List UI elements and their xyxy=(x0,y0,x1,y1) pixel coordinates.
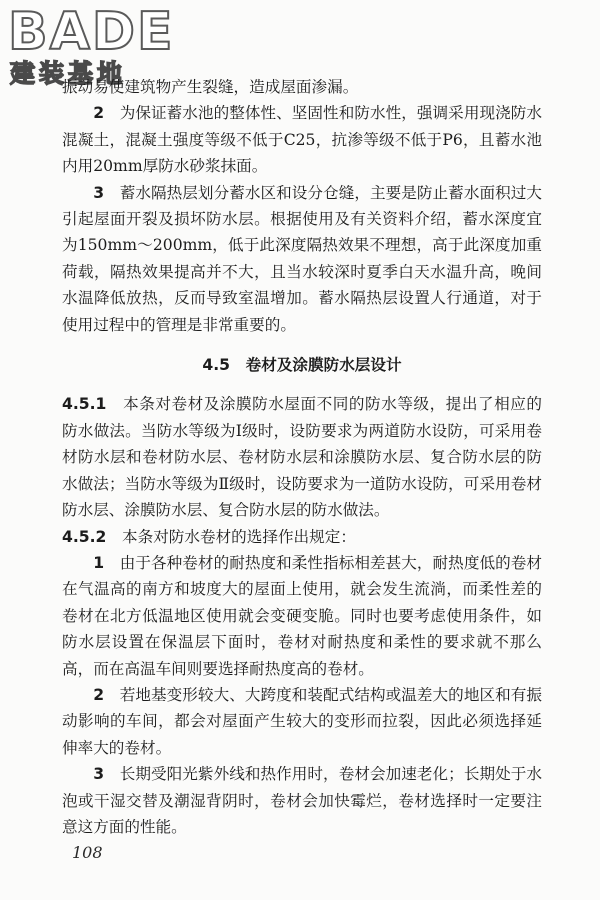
item-text: 长期受阳光紫外线和热作用时，卷材会加速老化；长期处于水泡或干湿交替及潮湿背阴时，卷材会加快霉烂，卷材选择时一定要注意这方面的性能。 xyxy=(62,765,542,836)
clause-number: 4.5.1 xyxy=(62,395,107,414)
section-number: 4.5 xyxy=(202,356,231,375)
paragraph-item-3 xyxy=(62,180,542,338)
page-body xyxy=(62,74,542,840)
paragraph-continued: 振动易使建筑物产生裂缝，造成屋面渗漏。 xyxy=(62,78,359,96)
item-text: 若地基变形较大、大跨度和装配式结构或温差大的地区和有振动影响的车间，都会对屋面产生较大的变形而拉裂，因此必须选择延伸率大的卷材。 xyxy=(62,685,542,757)
item-number: 2 xyxy=(93,685,105,704)
item-number: 1 xyxy=(93,553,105,572)
clause-item-3 xyxy=(62,761,542,840)
clause-text: 本条对卷材及涂膜防水屋面不同的防水等级，提出了相应的防水做法。当防水等级为Ⅰ级时，设防要求为两道防水设防，可采用卷材防水层和卷材防水层、卷材防水层和涂膜防水层、复合防水层的防水做法；当防水等级为Ⅱ级时，设防要求为一道防水设防，可采用卷材防水层、涂膜防水层、复合防水层的防水做法。 xyxy=(62,395,542,520)
logo-text: BADE xyxy=(8,2,175,62)
paragraph-item-2 xyxy=(62,100,542,179)
clause-item-2 xyxy=(62,682,542,761)
logo-subtitle: 建装基地 xyxy=(10,59,127,88)
item-text: 蓄水隔热层划分蓄水区和设分仓缝，主要是防止蓄水面积过大引起屋面开裂及损坏防水层。根据使用及有关资料介绍，蓄水深度宜为150mm～200mm，低于此深度隔热效果不理想，高于此深度加重荷载，隔热效果提高并不大，且当水较深时夏季白天水温升高，晚间水温降低放热，反而导致室温增加。蓄水隔热层设置人行通道，对于使用过程中的管理是非常重要的。 xyxy=(62,183,542,334)
item-number: 3 xyxy=(93,765,105,784)
clause-number: 4.5.2 xyxy=(62,527,107,546)
item-number: 2 xyxy=(93,104,105,123)
item-text: 由于各种卷材的耐热度和柔性指标相差甚大，耐热度低的卷材在气温高的南方和坡度大的屋面上使用，就会发生流淌，而柔性差的卷材在北方低温地区使用就会变硬变脆。同时也要考虑使用条件，如防水层设置在保温层下面时，卷材对耐热度和柔性的要求就不那么高，而在高温车间则要选择耐热度高的卷材。 xyxy=(62,553,542,678)
clause-4-5-2 xyxy=(62,524,542,550)
section-heading xyxy=(62,352,542,378)
clause-item-1 xyxy=(62,550,542,682)
section-title: 卷材及涂膜防水层设计 xyxy=(245,356,402,375)
page-number: 108 xyxy=(72,843,103,862)
clause-text: 本条对防水卷材的选择作出规定： xyxy=(122,527,356,546)
item-number: 3 xyxy=(93,183,105,202)
clause-4-5-1 xyxy=(62,391,542,523)
item-text: 为保证蓄水池的整体性、坚固性和防水性，强调采用现浇防水混凝土，混凝土强度等级不低于C25，抗渗等级不低于P6，且蓄水池内用20mm厚防水砂浆抹面。 xyxy=(62,104,542,176)
